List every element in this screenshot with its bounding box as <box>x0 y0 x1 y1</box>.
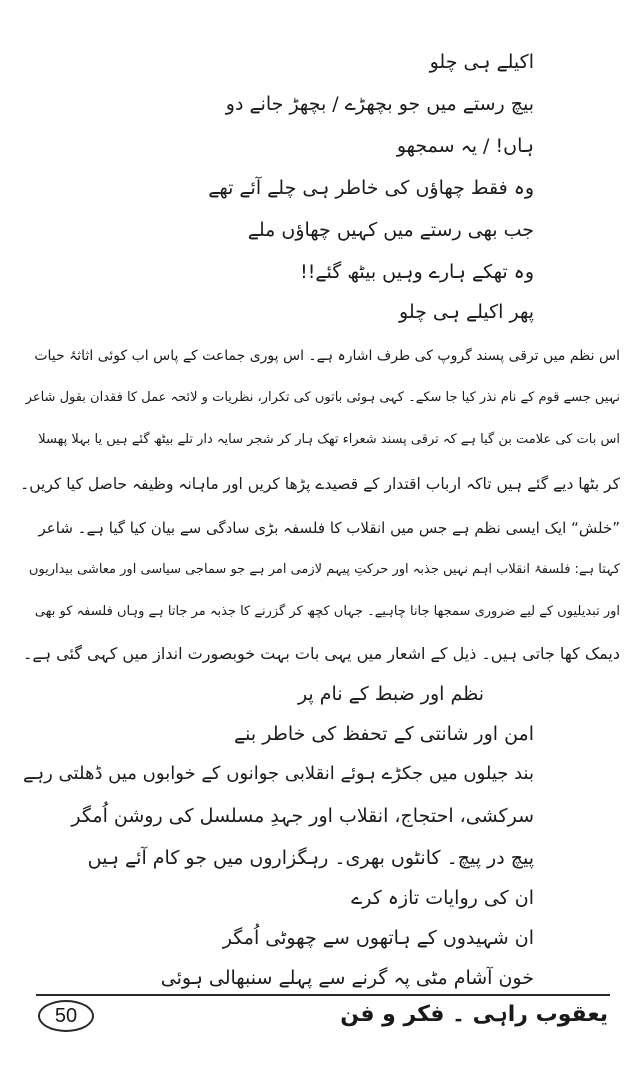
verse-top-line: بیچ رستے میں جو بچھڑے / بچھڑ جانے دو <box>225 93 534 115</box>
paragraph-line: نہیں جسے قوم کے نام نذر کیا جا سکے۔ کہی ہوئی باتوں کی تکرار، نظریات و لائحہ عمل کا فقدان بقول شاعر <box>25 390 620 405</box>
verse-bottom-line: ان کی روایات تازہ کرے <box>351 887 534 909</box>
paragraph-line: دیمک کھا جاتی ہیں۔ ذیل کے اشعار میں یہی بات بہت خوبصورت انداز میں کہی گئی ہے۔ <box>22 644 620 663</box>
verse-bottom-line: سرکشی، احتجاج، انقلاب اور جہدِ مسلسل کی روشن اُمگر <box>71 805 534 827</box>
paragraph-line: اس بات کی علامت بن گیا ہے کہ ترقی پسند شعراء تھک ہار کر شجر سایہ دار تلے بیٹھ گئے ہیں یا بہلا پھسلا <box>38 432 620 447</box>
verse-bottom-line: امن اور شانتی کے تحفظ کی خاطر بنے <box>234 723 534 745</box>
verse-bottom-line: پیچ در پیچ۔ کانٹوں بھری۔ رہگزاروں میں جو کام آئے ہیں <box>87 847 534 869</box>
verse-bottom-line: ان شہیدوں کے ہاتھوں سے چھوٹی اُمگر <box>222 927 534 949</box>
page-number: 50 <box>38 1000 94 1032</box>
verse-bottom-line: بند جیلوں میں جکڑے ہوئے انقلابی جوانوں کے خوابوں میں ڈھلتی رہے <box>23 763 534 784</box>
verse-top-line: وہ فقط چھاؤں کی خاطر ہی چلے آئے تھے <box>208 177 534 199</box>
verse-top-line: جب بھی رستے میں کہیں چھاؤں ملے <box>247 219 534 241</box>
footer-book-title: یعقوب راہی ۔ فکر و فن <box>340 1002 608 1027</box>
paragraph-line: کہتا ہے: فلسفۂ انقلاب اہم نہیں جذبہ اور حرکتِ پیہم لازمی امر ہے جو سماجی سیاسی اور معاشی بیداریوں <box>28 562 620 577</box>
verse-top-line: پھر اکیلے ہی چلو <box>399 301 534 323</box>
paragraph-line: اس نظم میں ترقی پسند گروپ کی طرف اشارہ ہے۔ اس پوری جماعت کے پاس اب کوئی اثاثۂ حیات <box>34 348 620 364</box>
paragraph-line: کر بٹھا دیے گئے ہیں تاکہ ارباب اقتدار کے قصیدے پڑھا کریں اور ماہانہ وظیفہ حاصل کیا کریں۔ <box>20 475 620 493</box>
paragraph-line: اور تبدیلیوں کے لیے ضروری سمجھا جانا چاہیے۔ جہاں کچھ کر گزرنے کا جذبہ مر جاتا ہے وہاں فلسفہ کو بھی <box>34 604 620 619</box>
footer-divider <box>36 994 610 996</box>
paragraph-line: ”خلش“ ایک ایسی نظم ہے جس میں انقلاب کا فلسفہ بڑی سادگی سے بیان کیا گیا ہے۔ شاعر <box>38 519 620 537</box>
verse-bottom-line: خون آشام مٹی پہ گرنے سے پہلے سنبھالی ہوئی <box>160 967 534 989</box>
verse-top-line: ہاں! / یہ سمجھو <box>396 135 534 157</box>
verse-bottom-line: نظم اور ضبط کے نام پر <box>297 683 484 705</box>
verse-top-line: اکیلے ہی چلو <box>429 51 534 73</box>
verse-top-line: وہ تھکے ہارے وہیں بیٹھ گئے!! <box>300 261 534 283</box>
